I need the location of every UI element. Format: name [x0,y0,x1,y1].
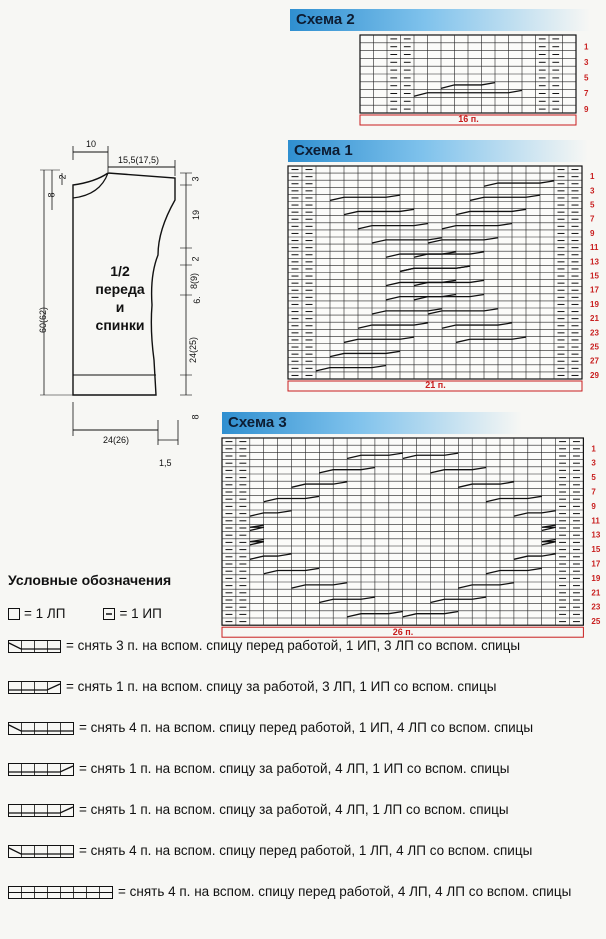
row-number: 11 [590,243,599,253]
purl-stitch-icon [103,608,115,620]
cable-symbol-icon [8,681,62,694]
legend-item-text: = снять 1 п. на вспом. спицу за работой, 4 ЛП, 1 ИП со вспом. спицы [79,761,510,776]
legend-item [8,677,598,696]
legend-title: Условные обозначения [8,572,172,588]
pattern-label-line3: и [115,299,125,315]
scheme-2-stitch-count: 16 п. [458,114,479,124]
legend-item-text: = снять 4 п. на вспом. спицу перед работой, 1 ИП, 4 ЛП со вспом. спицы [79,720,534,735]
legend-item-text: = снять 1 п. на вспом. спицу за работой, 3 ЛП, 1 ИП со вспом. спицы [66,679,497,694]
legend-basic-symbols [8,606,162,621]
row-number: 21 [590,314,599,324]
row-number: 17 [590,285,599,295]
row-number: 5 [584,73,589,83]
row-number: 29 [590,370,599,380]
row-number: 9 [591,501,596,511]
scheme-3-title: Схема 3 [222,412,522,434]
row-number: 5 [590,200,595,210]
pattern-label-line1: 1/2 [110,263,130,279]
row-number: 1 [590,172,595,182]
legend-item-text: = снять 4 п. на вспом. спицу перед работой, 4 ЛП, 4 ЛП со вспом. спицы [118,884,572,899]
legend-item [8,882,598,901]
row-number: 27 [590,356,599,366]
row-number: 3 [584,58,589,68]
cable-symbol-icon [8,763,75,776]
scheme-2-title: Схема 2 [290,9,590,31]
dim-right-8: 8 [190,414,201,420]
legend-item-text: = снять 4 п. на вспом. спицу перед работой, 1 ЛП, 4 ЛП со вспом. спицы [79,843,533,858]
dim-left-8: 8 [46,192,57,198]
scheme-3-stitch-count: 26 п. [392,627,414,637]
legend-item [8,759,598,778]
row-number: 3 [591,458,596,468]
dim-right-8-9: 8(9) [189,272,200,290]
row-number: 1 [591,444,596,454]
row-number: 13 [591,530,601,540]
row-number: 5 [591,473,596,483]
dim-top-left: 10 [86,139,97,149]
pattern-label-line2: переда [95,281,145,297]
row-number: 17 [591,559,601,569]
row-number: 23 [591,602,601,612]
dim-top-right: 15,5(17,5) [118,155,160,165]
dim-left-height: 60(62) [38,306,49,334]
scheme-1-stitch-count: 21 п. [425,380,446,390]
scheme-1-title: Схема 1 [288,140,588,162]
row-number: 21 [591,588,601,598]
scheme-3-grid [222,438,606,638]
legend-item [8,800,598,819]
legend-knit: = 1 ЛП [8,606,65,621]
row-number: 1 [584,42,589,52]
row-number: 7 [591,487,596,497]
legend-item [8,636,598,655]
row-number: 23 [590,328,599,338]
dim-bottom-small: 1,5 [159,458,172,468]
row-number: 15 [591,545,601,555]
row-number: 19 [590,299,599,309]
legend-purl: = 1 ИП [103,606,161,621]
legend-item-text: = снять 3 п. на вспом. спицу перед работой, 1 ИП, 3 ЛП со вспом. спицы [66,638,521,653]
legend-item [8,718,598,737]
dim-right-19: 19 [191,209,202,221]
cable-symbol-icon [8,722,75,735]
dim-right-3: 3 [190,176,201,182]
dim-bottom-width: 24(26) [103,435,130,445]
row-number: 9 [584,104,589,114]
row-number: 25 [590,342,599,352]
pattern-label-line4: спинки [95,317,145,333]
legend-item-text: = снять 1 п. на вспом. спицу за работой, 4 ЛП, 1 ЛП со вспом. спицы [79,802,509,817]
legend-item [8,841,598,860]
row-number: 11 [591,516,600,526]
pattern-piece-label [88,262,152,334]
row-number: 19 [591,573,601,583]
row-number: 7 [584,89,589,99]
dim-right-6: 6. [191,296,202,304]
dim-right-24-25: 24(25) [188,336,199,364]
row-number: 9 [590,228,595,238]
row-number: 25 [591,617,601,627]
row-number: 7 [590,214,595,224]
cable-symbol-icon [8,886,114,899]
row-number: 13 [590,257,599,267]
dim-left-2: 2 [57,174,68,180]
cable-symbol-icon [8,845,75,858]
dim-right-2: 2 [190,256,201,262]
knit-stitch-icon [8,608,20,620]
cable-symbol-icon [8,804,75,817]
scheme-2-grid [360,35,600,125]
row-number: 3 [590,186,595,196]
scheme-1-grid [288,166,606,401]
cable-symbol-icon [8,640,62,653]
row-number: 15 [590,271,599,281]
